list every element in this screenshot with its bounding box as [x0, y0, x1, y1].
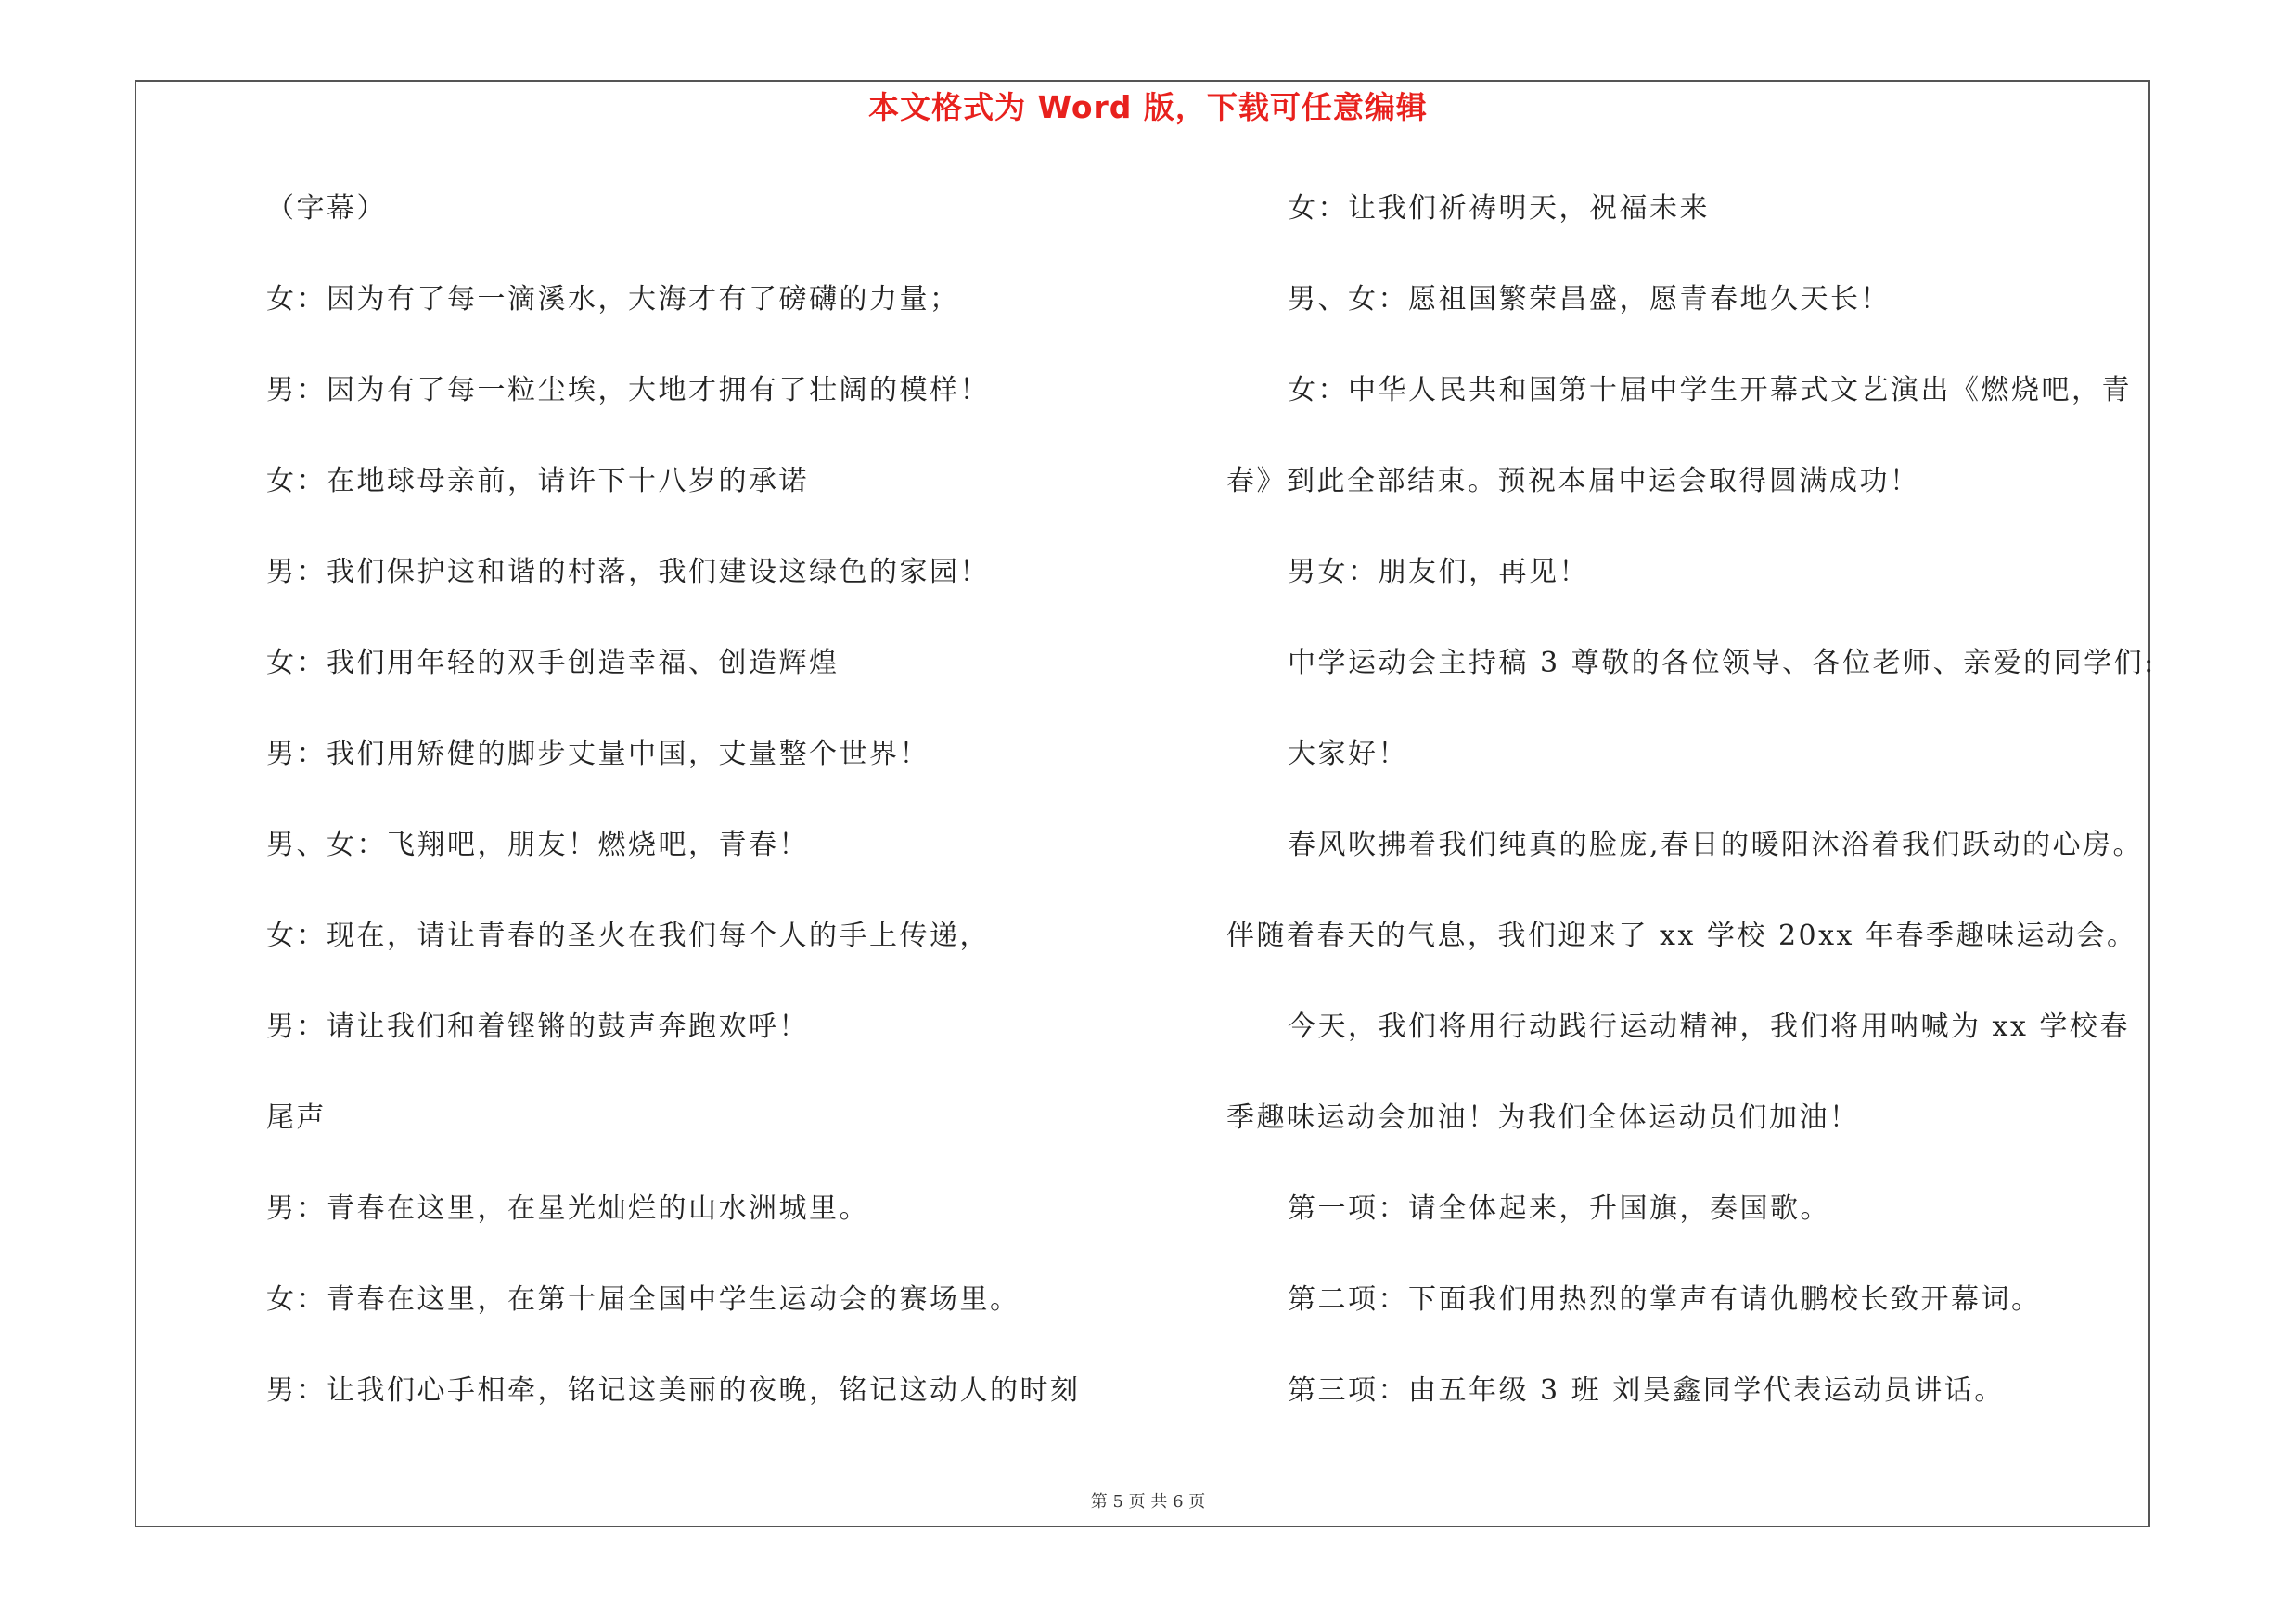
- right-line-10: 今天，我们将用行动践行运动精神，我们将用呐喊为 xx 学校春: [1288, 1011, 2130, 1043]
- left-line-9: 女：现在，请让青春的圣火在我们每个人的手上传递，: [266, 920, 990, 952]
- left-line-8: 男、女：飞翔吧，朋友！燃烧吧，青春！: [266, 829, 809, 861]
- left-line-2: 女：因为有了每一滴溪水，大海才有了磅礴的力量；: [266, 283, 960, 316]
- left-line-6: 女：我们用年轻的双手创造幸福、创造辉煌: [266, 647, 840, 679]
- right-line-12: 第一项：请全体起来，升国旗，奏国歌。: [1288, 1192, 1830, 1225]
- right-line-2: 男、女：愿祖国繁荣昌盛，愿青春地久天长！: [1288, 283, 1891, 316]
- left-line-13: 女：青春在这里，在第十届全国中学生运动会的赛场里。: [266, 1283, 1020, 1316]
- right-line-5: 男女：朋友们，再见！: [1288, 556, 1589, 588]
- left-line-10: 男：请让我们和着铿锵的鼓声奔跑欢呼！: [266, 1011, 809, 1043]
- right-line-9: 伴随着春天的气息，我们迎来了 xx 学校 20xx 年春季趣味运动会。: [1226, 920, 2137, 952]
- right-line-6: 中学运动会主持稿 3 尊敬的各位领导、各位老师、亲爱的同学们:: [1288, 647, 2156, 679]
- left-line-4: 女：在地球母亲前，请许下十八岁的承诺: [266, 465, 809, 497]
- right-line-8: 春风吹拂着我们纯真的脸庞,春日的暖阳沐浴着我们跃动的心房。: [1288, 829, 2144, 861]
- right-line-7: 大家好！: [1288, 738, 1408, 770]
- left-line-5: 男：我们保护这和谐的村落，我们建设这绿色的家园！: [266, 556, 990, 588]
- left-line-3: 男：因为有了每一粒尘埃，大地才拥有了壮阔的模样！: [266, 374, 990, 406]
- right-line-4: 春》到此全部结束。预祝本届中运会取得圆满成功！: [1226, 465, 1920, 497]
- left-line-14: 男：让我们心手相牵，铭记这美丽的夜晚，铭记这动人的时刻: [266, 1374, 1081, 1407]
- page-number-footer: 第 5 页 共 6 页: [1090, 1492, 1206, 1512]
- left-line-12: 男：青春在这里，在星光灿烂的山水洲城里。: [266, 1192, 869, 1225]
- left-line-1: （字幕）: [266, 192, 387, 225]
- right-line-1: 女：让我们祈祷明天，祝福未来: [1288, 192, 1710, 225]
- right-line-13: 第二项：下面我们用热烈的掌声有请仇鹏校长致开幕词。: [1288, 1283, 2042, 1316]
- left-line-7: 男：我们用矫健的脚步丈量中国，丈量整个世界！: [266, 738, 930, 770]
- format-notice-header: 本文格式为 Word 版，下载可任意编辑: [868, 89, 1428, 125]
- right-line-14: 第三项：由五年级 3 班 刘昊鑫同学代表运动员讲话。: [1288, 1374, 2005, 1407]
- right-line-11: 季趣味运动会加油！为我们全体运动员们加油！: [1226, 1101, 1860, 1134]
- right-line-3: 女：中华人民共和国第十届中学生开幕式文艺演出《燃烧吧，青: [1288, 374, 2132, 406]
- left-section-heading: 尾声: [266, 1101, 327, 1134]
